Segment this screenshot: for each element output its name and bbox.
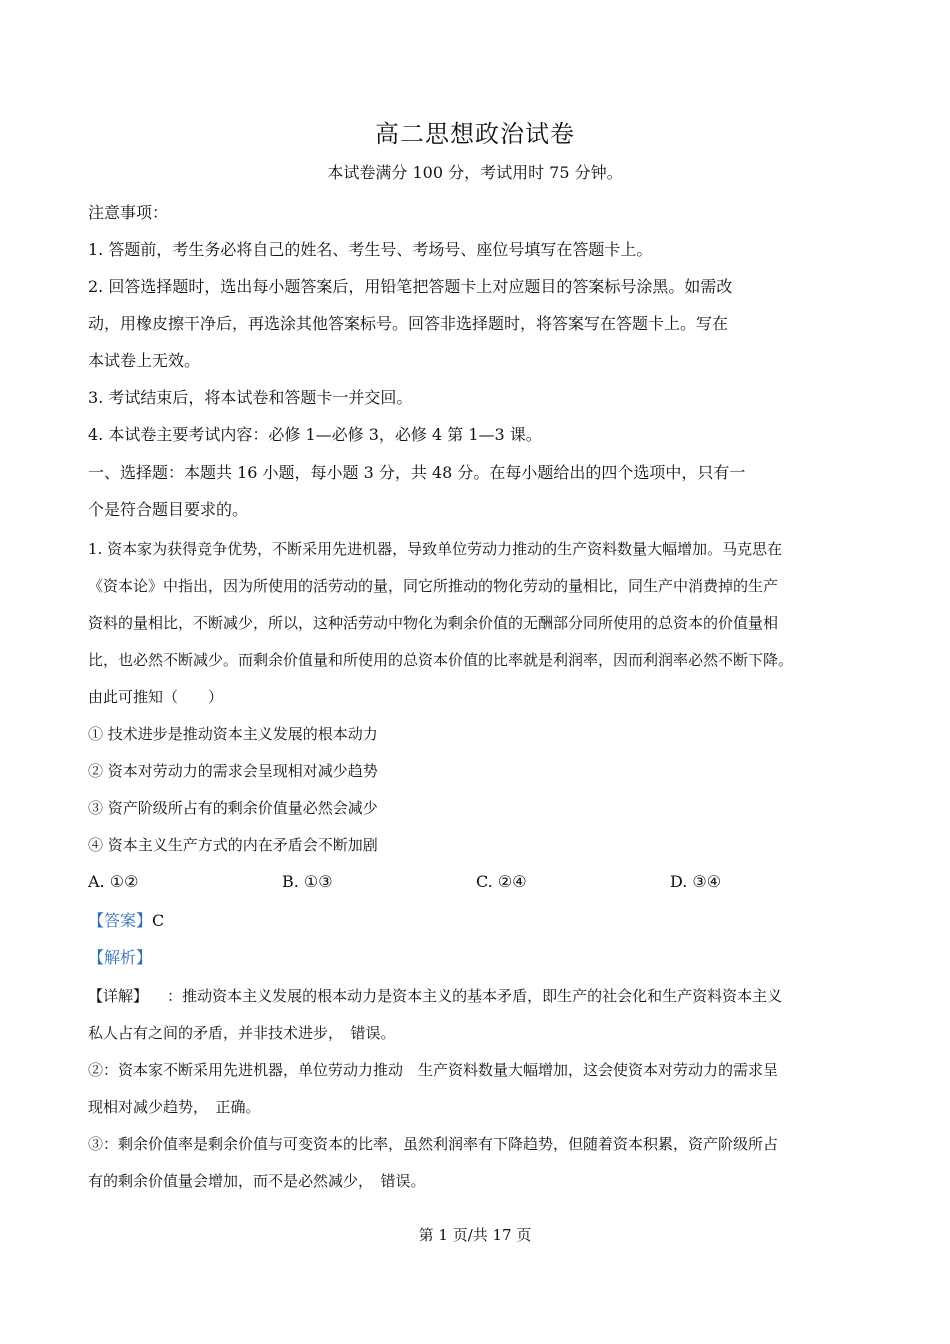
statement-2: ② 资本对劳动力的需求会呈现相对减少趋势	[88, 762, 378, 780]
analysis-label: 【解析】	[88, 948, 153, 967]
notice-line: 动，用橡皮擦干净后，再选涂其他答案标号。回答非选择题时，将答案写在答题卡上。写在	[88, 314, 729, 333]
notice-line: 2. 回答选择题时，选出每小题答案后，用铅笔把答题卡上对应题目的答案标号涂黑。如需改	[88, 277, 733, 296]
question-text: 《资本论》中指出，因为所使用的活劳动的量，同它所推动的物化劳动的量相比，同生产中消费掉的生产	[88, 577, 779, 595]
detail-line: 有的剩余价值量会增加，而不是必然减少， 错误。	[88, 1172, 426, 1190]
option-b: B. ①③	[282, 872, 333, 891]
page-footer: 第 1 页/共 17 页	[418, 1226, 532, 1244]
question-text: 1. 资本家为获得竞争优势，不断采用先进机器，导致单位劳动力推动的生产资料数量大幅增加。马克思在	[88, 540, 783, 558]
detail-text: ：推动资本主义发展的根本动力是资本主义的基本矛盾，即生产的社会化和生产资料资本主义	[167, 987, 783, 1005]
exam-info: 本试卷满分 100 分，考试用时 75 分钟。	[327, 163, 623, 182]
detail-line: ③：剩余价值率是剩余价值与可变资本的比率，虽然利润率有下降趋势，但随着资本积累，资产阶级所占	[88, 1135, 779, 1153]
answer-label: 【答案】	[88, 911, 153, 930]
page-title: 高二思想政治试卷	[375, 120, 575, 148]
notice-line: 4. 本试卷主要考试内容：必修 1—必修 3，必修 4 第 1—3 课。	[88, 425, 542, 444]
answer-line	[88, 910, 164, 932]
detail-label: 【详解】	[88, 987, 149, 1005]
notice-heading: 注意事项：	[88, 203, 169, 222]
statement-1: ① 技术进步是推动资本主义发展的根本动力	[88, 725, 378, 743]
question-text: 比，也必然不断减少。而剩余价值量和所使用的总资本价值的比率就是利润率，因而利润率必然不断下降。	[88, 651, 794, 669]
option-d: D. ③④	[670, 872, 722, 891]
statement-3: ③ 资产阶级所占有的剩余价值量必然会减少	[88, 799, 378, 817]
option-c: C. ②④	[476, 872, 527, 891]
question-text: 资料的量相比，不断减少，所以，这种活劳动中物化为剩余价值的无酬部分同所使用的总资本的价值量相	[88, 614, 779, 632]
notice-line: 3. 考试结束后，将本试卷和答题卡一并交回。	[88, 388, 413, 407]
detail-line: ②：资本家不断采用先进机器，单位劳动力推动 生产资料数量大幅增加，这会使资本对劳动力的需求呈	[88, 1061, 779, 1079]
answer-value: C	[152, 911, 165, 930]
detail-line: 现相对减少趋势， 正确。	[88, 1098, 261, 1116]
option-a: A. ①②	[88, 872, 139, 891]
detail-line	[88, 985, 782, 1007]
detail-line: 私人占有之间的矛盾，并非技术进步， 错误。	[88, 1024, 396, 1042]
section-heading: 一、选择题：本题共 16 小题，每小题 3 分，共 48 分。在每小题给出的四个选项中，只有一	[88, 463, 746, 482]
notice-line: 1. 答题前，考生务必将自己的姓名、考生号、考场号、座位号填写在答题卡上。	[88, 240, 653, 259]
section-heading: 个是符合题目要求的。	[88, 500, 249, 519]
question-text: 由此可推知（ ）	[88, 688, 224, 706]
notice-line: 本试卷上无效。	[88, 351, 201, 370]
statement-4: ④ 资本主义生产方式的内在矛盾会不断加剧	[88, 836, 378, 854]
